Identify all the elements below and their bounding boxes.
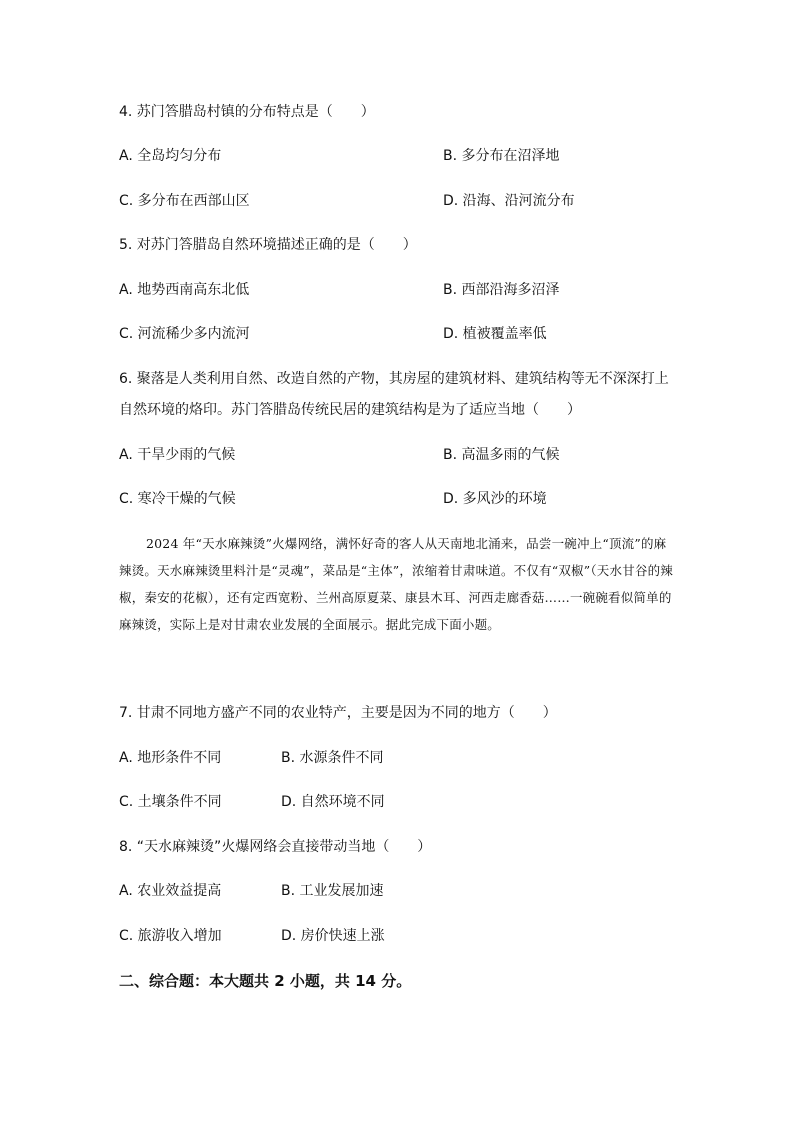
question-6-stem-line-1: 6. 聚落是人类利用自然、改造自然的产物，其房屋的建筑材料、建筑结构等无不深深打上 bbox=[119, 371, 669, 387]
question-7-option-c: C. 土壤条件不同 bbox=[119, 794, 222, 810]
reading-passage: 2024 年“天水麻辣烫”火爆网络，满怀好奇的客人从天南地北涌来，品尝一碗冲上“顶流”的麻辣烫。天水麻辣烫里料汁是“灵魂”，菜品是“主体”，浓缩着甘肃味道。不仅有“双椒”（天水甘谷的辣椒，秦安的花椒），还有定西宽粉、兰州高原夏菜、康县木耳、河西走廊香菇……一碗碗看似简单的麻辣烫，实际上是对甘肃农业发展的全面展示。据此完成下面小题。 bbox=[119, 536, 673, 632]
question-8-option-d: D. 房价快速上涨 bbox=[281, 928, 385, 944]
question-8-stem: 8. “天水麻辣烫”火爆网络会直接带动当地（ ） bbox=[119, 839, 432, 855]
question-6-option-c: C. 寒冷干燥的气候 bbox=[119, 491, 236, 507]
question-4-stem: 4. 苏门答腊岛村镇的分布特点是（ ） bbox=[119, 104, 375, 120]
question-5-stem: 5. 对苏门答腊岛自然环境描述正确的是（ ） bbox=[119, 237, 417, 253]
question-5-option-c: C. 河流稀少多内流河 bbox=[119, 326, 250, 342]
question-8-option-b: B. 工业发展加速 bbox=[281, 883, 384, 899]
question-7-option-d: D. 自然环境不同 bbox=[281, 794, 385, 810]
question-7-stem: 7. 甘肃不同地方盛产不同的农业特产，主要是因为不同的地方（ ） bbox=[119, 705, 557, 721]
question-5-option-a: A. 地势西南高东北低 bbox=[119, 282, 250, 298]
question-6-option-b: B. 高温多雨的气候 bbox=[443, 447, 560, 463]
question-8-option-a: A. 农业效益提高 bbox=[119, 883, 222, 899]
question-7-option-b: B. 水源条件不同 bbox=[281, 750, 384, 766]
question-6-stem-line-2: 自然环境的烙印。苏门答腊岛传统民居的建筑结构是为了适应当地（ ） bbox=[119, 402, 581, 418]
question-4-option-a: A. 全岛均匀分布 bbox=[119, 148, 222, 164]
question-4-option-c: C. 多分布在西部山区 bbox=[119, 193, 250, 209]
question-6-option-d: D. 多风沙的环境 bbox=[443, 491, 547, 507]
question-4-option-b: B. 多分布在沼泽地 bbox=[443, 148, 560, 164]
question-5-option-b: B. 西部沿海多沼泽 bbox=[443, 282, 560, 298]
section-2-heading: 二、综合题：本大题共 2 小题，共 14 分。 bbox=[119, 972, 412, 990]
question-8-option-c: C. 旅游收入增加 bbox=[119, 928, 222, 944]
question-4-option-d: D. 沿海、沿河流分布 bbox=[443, 193, 575, 209]
question-6-option-a: A. 干旱少雨的气候 bbox=[119, 447, 236, 463]
question-5-option-d: D. 植被覆盖率低 bbox=[443, 326, 547, 342]
question-7-option-a: A. 地形条件不同 bbox=[119, 750, 222, 766]
